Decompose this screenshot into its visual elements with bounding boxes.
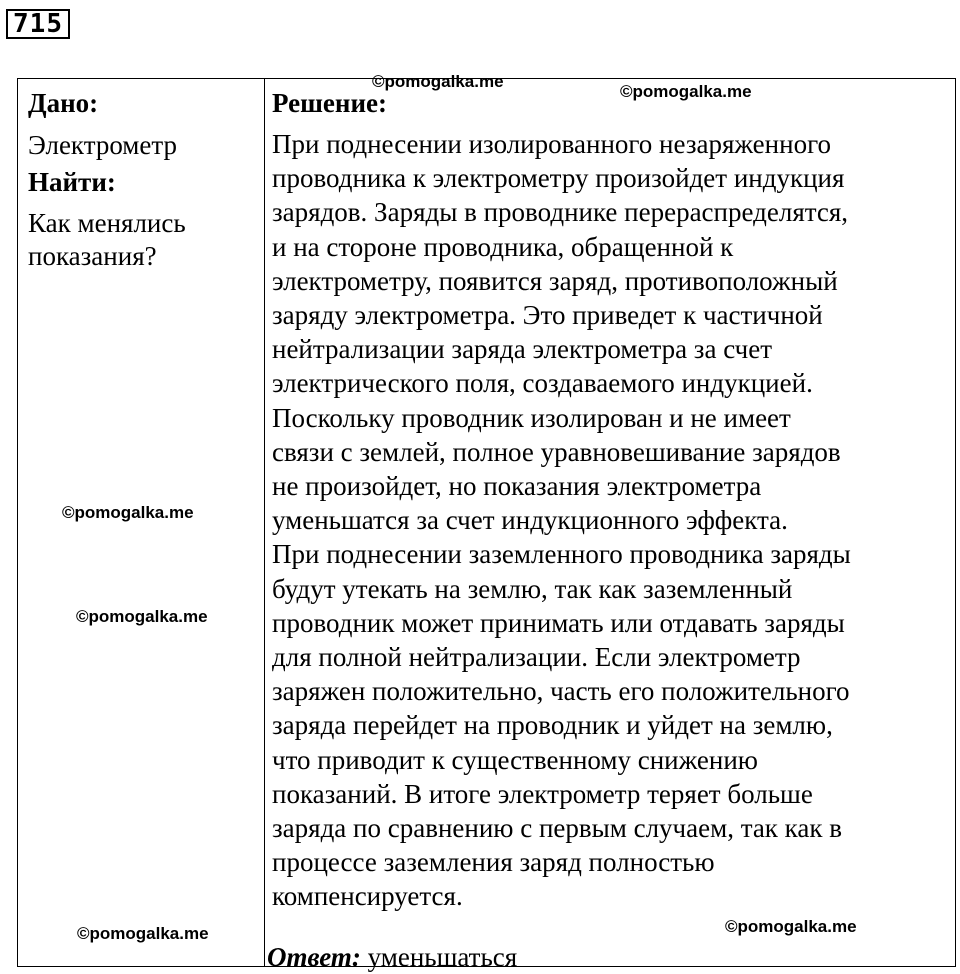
solution-column — [272, 85, 952, 914]
watermark: ©pomogalka.me — [62, 503, 194, 522]
watermark: ©pomogalka.me — [620, 82, 752, 101]
given-value: Электрометр — [28, 130, 178, 160]
answer-line — [267, 940, 517, 974]
watermark: ©pomogalka.me — [77, 924, 209, 943]
given-heading: Дано: — [28, 88, 99, 118]
problem-number: 715 — [6, 9, 70, 39]
answer-label: Ответ: — [267, 942, 361, 972]
solution-heading: Решение: — [272, 88, 387, 118]
find-value: Как менялись показания? — [28, 208, 186, 271]
answer-value: уменьшаться — [367, 942, 518, 972]
solution-text — [272, 127, 952, 914]
watermark: ©pomogalka.me — [725, 917, 857, 936]
column-divider — [264, 79, 265, 966]
watermark: ©pomogalka.me — [372, 72, 504, 91]
find-heading: Найти: — [28, 167, 116, 197]
solution-paragraph-1: При поднесении изолированного незаряженного проводника к электрометру произойдет индукция зарядов. Заряды в проводнике перераспределятся, и на стороне проводника, обращенной к электрометру, появится заряд, противоположный заряду электрометра. Это приведет к частичной нейтрализации заряда электрометра за счет электрического поля, создаваемого индукцией. Поскольку проводник изолирован и не имеет связи с землей, полное уравновешивание зарядов не произойдет, но показания электрометра уменьшатся за счет индукционного эффекта. — [272, 129, 849, 536]
solution-paragraph-2: При поднесении заземленного проводника заряды будут утекать на землю, так как заземленный проводник может принимать или отдавать заряды для полной нейтрализации. Если электрометр заряжен положительно, часть его положительного заряда перейдет на проводник и уйдет на землю, что приводит к существенному снижению показаний. В итоге электрометр теряет больше заряда по сравнению с первым случаем, так как в процессе заземления заряд полностью компенсируется. — [272, 539, 851, 912]
given-column — [28, 85, 256, 273]
watermark: ©pomogalka.me — [76, 607, 208, 626]
